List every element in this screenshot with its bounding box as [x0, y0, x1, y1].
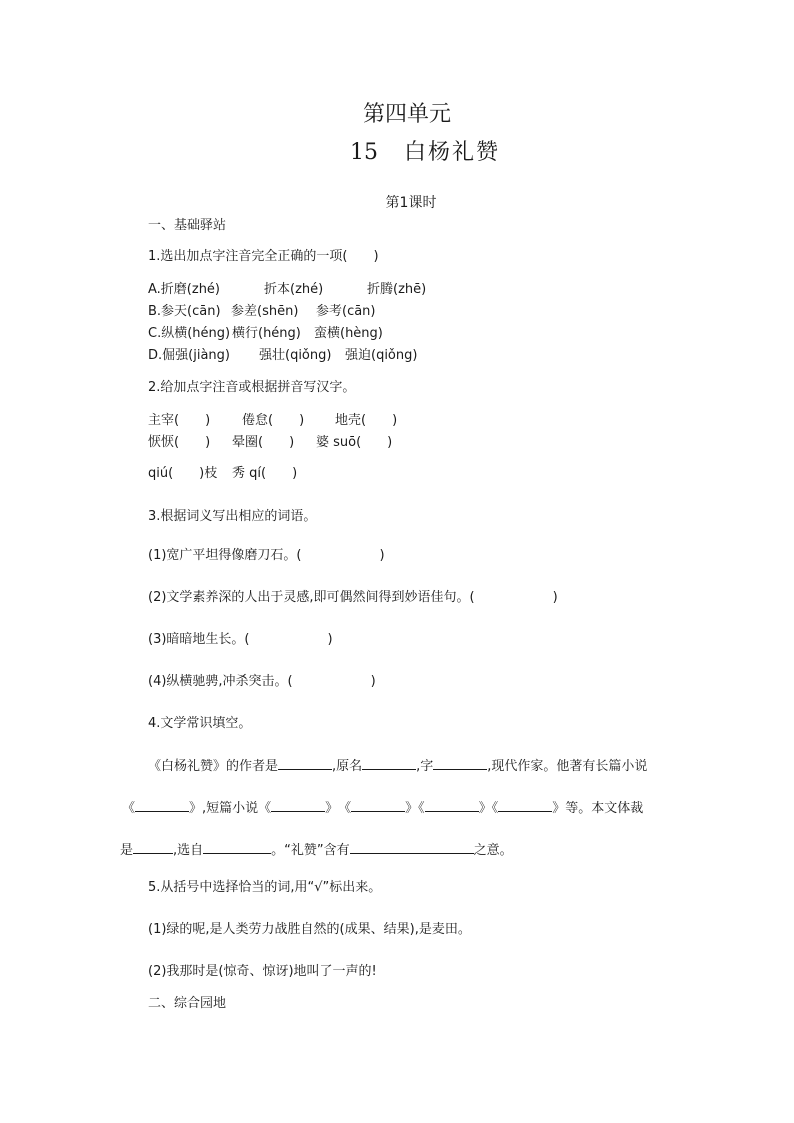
section-heading-comprehensive: 二、综合园地: [148, 996, 227, 1011]
class-period: 第1课时: [385, 195, 437, 211]
fill-blank-courtesy-name[interactable]: [433, 757, 487, 770]
q2-item-5: 晕圈( ): [232, 435, 295, 450]
question-1-stem: 1.选出加点字注音完全正确的一项( ): [148, 249, 379, 264]
q4-text: 》,短篇小说《: [189, 801, 272, 816]
option-b-word-3: 参考(cān): [316, 304, 376, 319]
q4-text: 》等。本文体裁: [552, 801, 644, 816]
option-a-word-3: 折腾(zhē): [367, 282, 427, 297]
q2-item-2: 倦怠( ): [242, 413, 305, 428]
fill-blank-short-story-3[interactable]: [425, 799, 479, 812]
option-a-word-2: 折本(zhé): [264, 282, 324, 297]
option-c-word-2: 横行(héng): [232, 326, 301, 341]
question-3-stem: 3.根据词义写出相应的词语。: [148, 509, 317, 524]
question-5-stem: 5.从括号中选择恰当的词,用“√”标出来。: [148, 880, 382, 895]
q4-text: ,选自: [173, 843, 204, 858]
q4-text: 《: [122, 801, 136, 816]
q4-text: ,原名: [332, 759, 363, 774]
q4-line-3: [120, 841, 513, 857]
q2-item-7: qiú( )枝: [148, 466, 218, 481]
q2-item-3: 地壳( ): [335, 413, 398, 428]
section-heading-basics: 一、基础驿站: [148, 218, 227, 233]
option-b-word-1: B.参天(cān): [148, 304, 221, 319]
fill-blank-short-story-1[interactable]: [271, 799, 325, 812]
fill-blank-novel[interactable]: [135, 799, 189, 812]
question-2-stem: 2.给加点字注音或根据拼音写汉字。: [148, 380, 356, 395]
fill-blank-meaning[interactable]: [350, 841, 474, 854]
lesson-name: 白杨礼赞: [404, 140, 501, 165]
fill-blank-author[interactable]: [278, 757, 332, 770]
option-b-word-2: 参差(shēn): [231, 304, 299, 319]
q4-text: 》《: [405, 801, 425, 816]
q5-item-1: (1)绿的呢,是人类劳力战胜自然的(成果、结果),是麦田。: [148, 922, 471, 937]
option-d-word-3: 强迫(qiǒng): [345, 348, 418, 363]
lesson-title: [350, 142, 500, 164]
unit-title: 第四单元: [362, 102, 451, 127]
fill-blank-original-name[interactable]: [362, 757, 416, 770]
q4-line-1: [148, 757, 647, 773]
q4-text: 。“礼赞”含有: [271, 843, 350, 858]
option-c-word-1: C.纵横(héng): [148, 326, 231, 341]
q4-text: ,字: [416, 759, 434, 774]
fill-blank-short-story-4[interactable]: [498, 799, 552, 812]
q4-text: 》 《: [325, 801, 352, 816]
q5-item-2: (2)我那时是(惊奇、惊讶)地叫了一声的!: [148, 964, 377, 979]
lesson-number: 15: [350, 140, 378, 165]
q4-text: ,现代作家。他著有长篇小说: [487, 759, 648, 774]
option-c-word-3: 蛮横(hèng): [314, 326, 383, 341]
fill-blank-genre[interactable]: [133, 841, 173, 854]
option-d-word-2: 强壮(qiǒng): [259, 348, 332, 363]
q2-item-4: 恹恹( ): [148, 435, 211, 450]
q3-item-1: (1)宽广平坦得像磨刀石。( ): [148, 548, 385, 563]
q3-item-3: (3)暗暗地生长。( ): [148, 632, 333, 647]
fill-blank-short-story-2[interactable]: [351, 799, 405, 812]
q4-text: 》《: [478, 801, 499, 816]
q4-text: 《白杨礼赞》的作者是: [148, 759, 279, 774]
q4-text: 是: [120, 843, 134, 858]
q3-item-2: (2)文学素养深的人出于灵感,即可偶然间得到妙语佳句。( ): [148, 590, 558, 605]
option-a-word-1: A.折磨(zhé): [148, 282, 221, 297]
q4-line-2: [122, 799, 643, 815]
q2-item-6: 婆 suō( ): [316, 435, 393, 450]
q3-item-4: (4)纵横驰骋,冲杀突击。( ): [148, 674, 376, 689]
q2-item-8: 秀 qí( ): [232, 466, 298, 481]
q4-text: 之意。: [473, 843, 513, 858]
fill-blank-source[interactable]: [203, 841, 271, 854]
option-d-word-1: D.倔强(jiàng): [148, 348, 230, 363]
question-4-stem: 4.文学常识填空。: [148, 716, 252, 731]
q2-item-1: 主宰( ): [148, 413, 211, 428]
